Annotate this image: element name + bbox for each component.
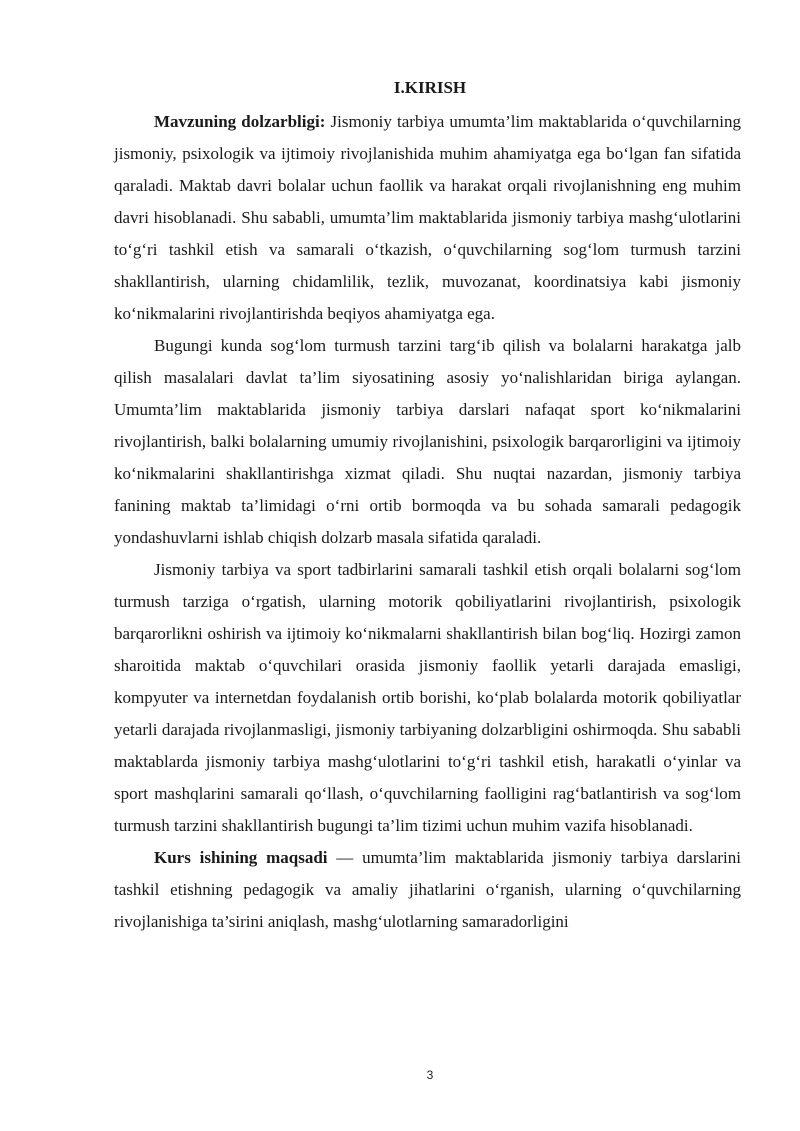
paragraph-physical-activity xyxy=(114,554,741,842)
paragraph-relevance xyxy=(114,106,741,330)
paragraph-healthy-lifestyle xyxy=(114,330,741,554)
page-number: 3 xyxy=(426,1068,434,1082)
paragraph-text: Bugungi kunda sog‘lom turmush tarzini targ‘ib qilish va bolalarni harakatga jalb qilish masalalari davlat ta’lim siyosatining asosiy yo‘nalishlaridan biriga aylangan. Umumta’lim maktablarida jismoniy tarbiya darslari nafaqat sport ko‘nikmalarini rivojlantirish, balki bolalarning umumiy rivojlanishini, psixologik barqarorligini va ijtimoiy ko‘nikmalarini shakllantirishga xizmat qiladi. Shu nuqtai nazardan, jismoniy tarbiya fanining maktab ta’limidagi o‘rni ortib bormoqda va bu sohada samarali pedagogik yondashuvlarni ishlab chiqish dolzarb masala sifatida qaraladi. xyxy=(114,336,741,547)
section-heading: I.KIRISH xyxy=(393,78,467,97)
paragraph-course-goal xyxy=(114,842,741,938)
paragraph-lead: Mavzuning dolzarbligi: xyxy=(154,112,326,131)
paragraph-lead: Kurs ishining maqsadi xyxy=(154,848,328,867)
document-body xyxy=(114,106,741,938)
paragraph-text: Jismoniy tarbiya va sport tadbirlarini samarali tashkil etish orqali bolalarni sog‘lom turmush tarziga o‘rgatish, ularning motorik qobiliyatlarini rivojlantirish, psixologik barqarorlikni oshirish va ijtimoiy ko‘nikmalarni shakllantirish bilan bog‘liq. Hozirgi zamon sharoitida maktab o‘quvchilari orasida jismoniy faollik yetarli darajada emasligi, kompyuter va internetdan foydalanish ortib borishi, ko‘plab bolalarda motorik qobiliyatlar yetarli darajada rivojlanmasligi, jismoniy tarbiyaning dolzarbligini oshirmoqda. Shu sababli maktablarda jismoniy tarbiya mashg‘ulotlarini to‘g‘ri tashkil etish, harakatli o‘yinlar va sport mashqlarini samarali qo‘llash, o‘quvchilarning faolligini rag‘batlantirish va sog‘lom turmush tarzini shakllantirish bugungi ta’lim tizimi uchun muhim vazifa hisoblanadi. xyxy=(114,560,741,835)
paragraph-text: — umumta’lim maktablarida jismoniy tarbiya darslarini tashkil etishning pedagogik va amaliy jihatlarini o‘rganish, ularning o‘quvchilarning rivojlanishiga ta’sirini aniqlash, mashg‘ulotlarning samaradorligini xyxy=(114,848,741,931)
paragraph-text: Jismoniy tarbiya umumta’lim maktablarida o‘quvchilarning jismoniy, psixologik va ijtimoiy rivojlanishida muhim ahamiyatga ega bo‘lgan fan sifatida qaraladi. Maktab davri bolalar uchun faollik va harakat orqali rivojlanishning eng muhim davri hisoblanadi. Shu sababli, umumta’lim maktablarida jismoniy tarbiya mashg‘ulotlarini to‘g‘ri tashkil etish va samarali o‘tkazish, o‘quvchilarning sog‘lom turmush tarzini shakllantirish, ularning chidamlilik, tezlik, muvozanat, koordinatsiya kabi jismoniy ko‘nikmalarini rivojlantirishda beqiyos ahamiyatga ega. xyxy=(114,112,742,323)
